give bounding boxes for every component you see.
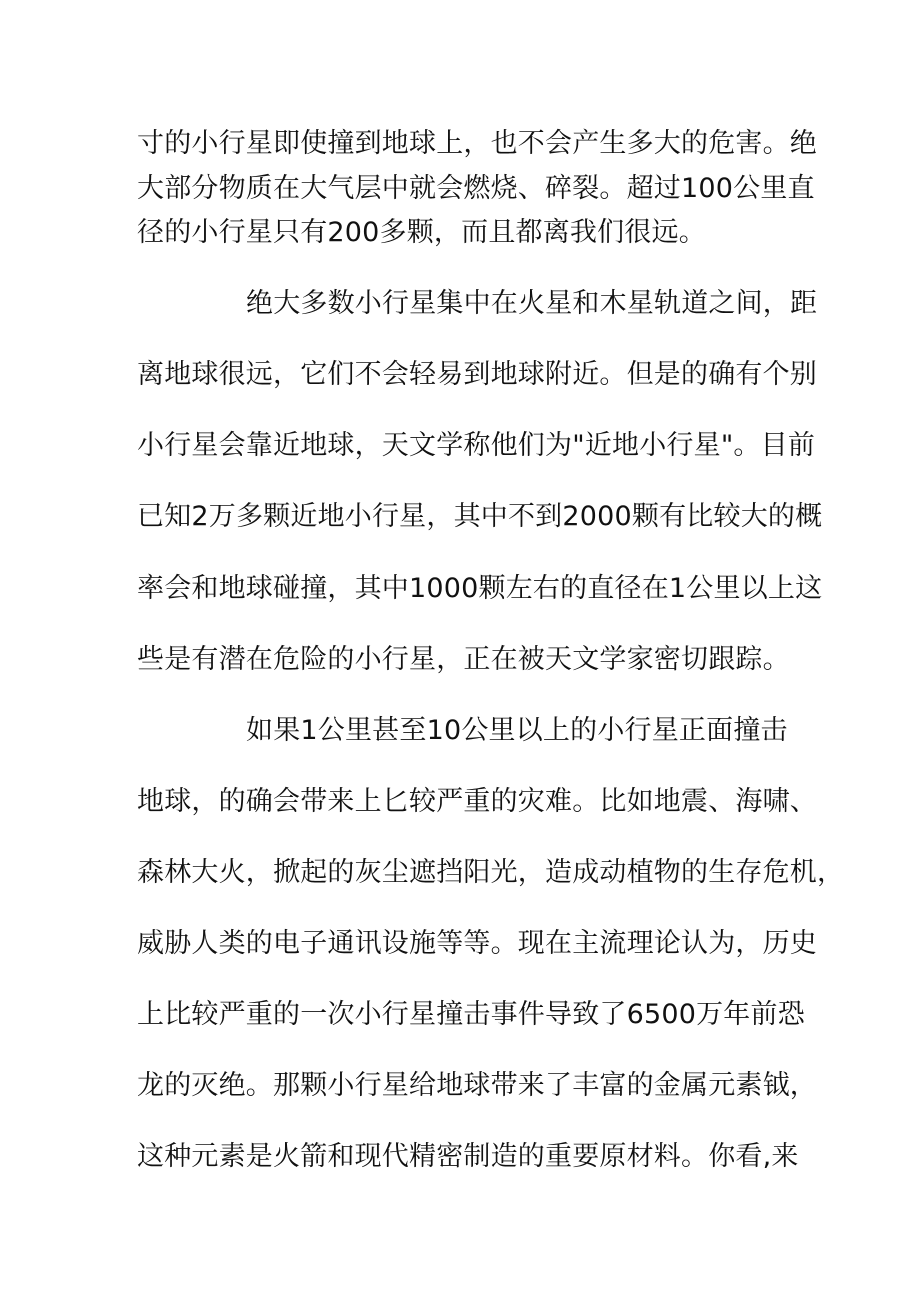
text-line: 大部分物质在大气层中就会燃烧、碎裂。超过100公里直 [137, 173, 815, 204]
text-line: 威胁人类的电子通讯设施等等。现在主流理论认为，历史 [137, 928, 817, 959]
text-line: 离地球很远，它们不会轻易到地球附近。但是的确有个别 [137, 359, 817, 390]
text-line: 已知2万多颗近地小行星，其中不到2000颗有比较大的概 [137, 501, 823, 532]
text-line: 率会和地球碰撞，其中1000颗左右的直径在1公里以上这 [137, 573, 823, 604]
text-line: 小行星会靠近地球，天文学称他们为"近地小行星"。目前 [137, 430, 816, 461]
paragraph-first-line: 如果1公里甚至10公里以上的小行星正面撞击 [246, 715, 788, 746]
text-line: 这种元素是火箭和现代精密制造的重要原材料。你看,来 [137, 1141, 799, 1172]
text-line: 龙的灭绝。那颗小行星给地球带来了丰富的金属元素钺， [137, 1070, 817, 1101]
paragraph-first-line: 绝大多数小行星集中在火星和木星轨道之间，距 [246, 288, 818, 319]
text-line: 些是有潜在危险的小行星，正在被天文学家密切跟踪。 [137, 644, 790, 675]
text-line: 寸的小行星即使撞到地球上，也不会产生多大的危害。绝 [137, 128, 817, 159]
text-line: 森林大火，掀起的灰尘遮挡阳光，造成动植物的生存危机， [137, 857, 845, 888]
text-line: 上比较严重的一次小行星撞击事件导致了6500万年前恐 [137, 999, 805, 1030]
text-line: 径的小行星只有200多颗，而且都离我们很远。 [137, 217, 706, 248]
text-line: 地球，的确会带来上匕较严重的灾难。比如地震、海啸、 [137, 786, 817, 817]
